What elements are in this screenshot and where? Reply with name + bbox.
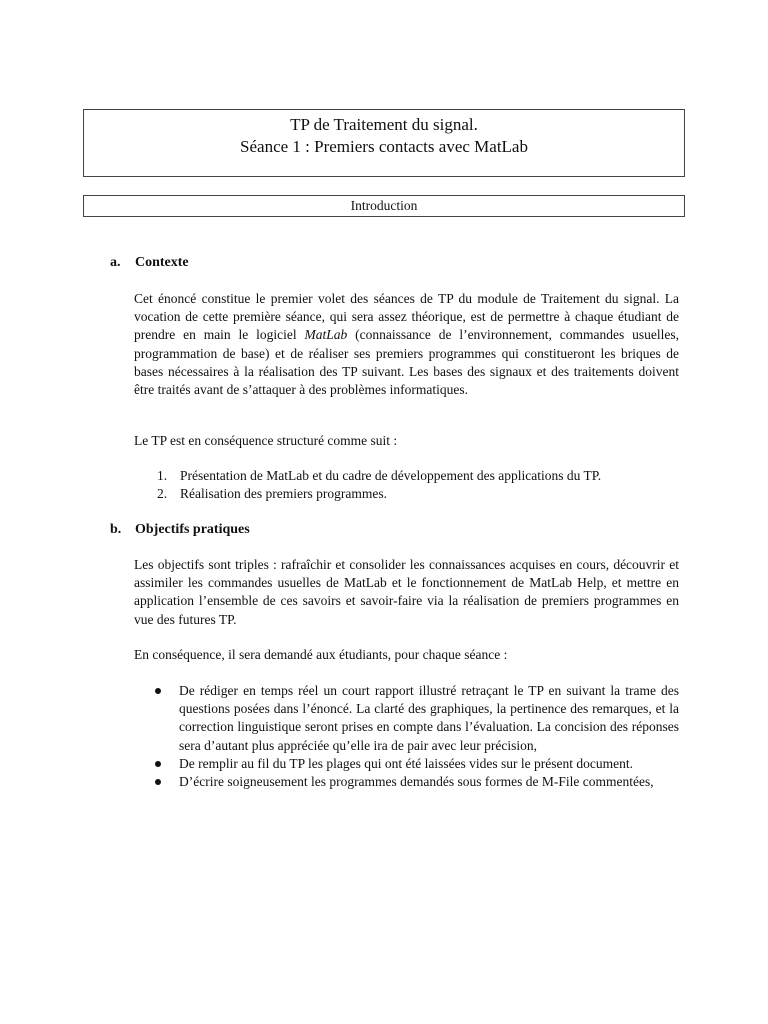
section-b-letter: b. — [110, 522, 122, 537]
bullet-dot — [155, 688, 161, 694]
bullet-text: De remplir au fil du TP les plages qui ont été laissées vides sur le présent document. — [179, 755, 634, 771]
list-number: 1. — [157, 468, 168, 483]
bullet-text: De rédiger en temps réel un court rapport illustré retraçant le TP en suivant la trame des questions posées dans l’énoncé. La clarté des graphiques, la pertinence des remarques, et la correction linguistique seront prises en compte dans l’évaluation. La concision des réponses sera d’autant plus appréciée qu’elle ira de pair avec leur précision, — [179, 683, 679, 753]
list-item — [157, 467, 677, 485]
section-a-paragraph-2: Le TP est en conséquence structuré comme suit : — [134, 433, 398, 448]
bullet-dot — [155, 761, 161, 767]
list-number: 2. — [157, 486, 168, 502]
matlab-emphasis: MatLab — [304, 327, 348, 343]
title-line-1: TP de Traitement du signal. — [290, 115, 478, 134]
section-a-title: Contexte — [135, 255, 189, 270]
introduction-box: Introduction — [83, 195, 685, 217]
section-b-title: Objectifs pratiques — [135, 522, 250, 537]
title-box — [83, 109, 685, 177]
requirements-list — [153, 682, 679, 791]
list-item — [157, 485, 677, 503]
section-a-heading — [110, 254, 189, 272]
structure-list — [157, 467, 677, 504]
section-a-p1-end: (connaissance de l’environnement, commandes usuelles, programmation de base) et de réaliser ses premiers programmes qui constitueront les briques de bases nécessaires à la réalisation des TP suivant. Les bases des signaux et des traitements doivent être traités avant de s’attaquer à des problèmes informatiques. — [134, 327, 679, 398]
bullet-item — [153, 682, 679, 755]
title-line-2: Séance 1 : Premiers contacts avec MatLab — [240, 137, 528, 156]
section-a-paragraph-1 — [134, 290, 679, 399]
section-b-paragraph-2: En conséquence, il sera demandé aux étudiants, pour chaque séance : — [134, 647, 508, 662]
list-text: Réalisation des premiers programmes. — [180, 486, 387, 502]
bullet-item — [153, 773, 679, 791]
section-b-paragraph-1: Les objectifs sont triples : rafraîchir et consolider les connaissances acquises en cours, découvrir et assimiler les commandes usuelles de MatLab et le fonctionnement de MatLab Help, et mettre en application l’ensemble de ces savoirs et savoir-faire via la réalisation de premiers programmes en vue des futures TP. — [134, 557, 679, 627]
bullet-item — [153, 755, 679, 773]
bullet-dot — [155, 779, 161, 785]
bullet-text: D’écrire soigneusement les programmes demandés sous formes de M-File commentées, — [179, 774, 654, 790]
section-b-heading — [110, 521, 250, 539]
list-text: Présentation de MatLab et du cadre de développement des applications du TP. — [180, 468, 602, 483]
section-a-p1-start: Cet énoncé constitue le premier volet des séances de TP du module de Traitement du signal. La vocation de cette première séance, qui sera assez théorique, est de permettre à chaque étudiant de prendre en main le logiciel — [134, 291, 679, 343]
section-a-letter: a. — [110, 255, 121, 270]
